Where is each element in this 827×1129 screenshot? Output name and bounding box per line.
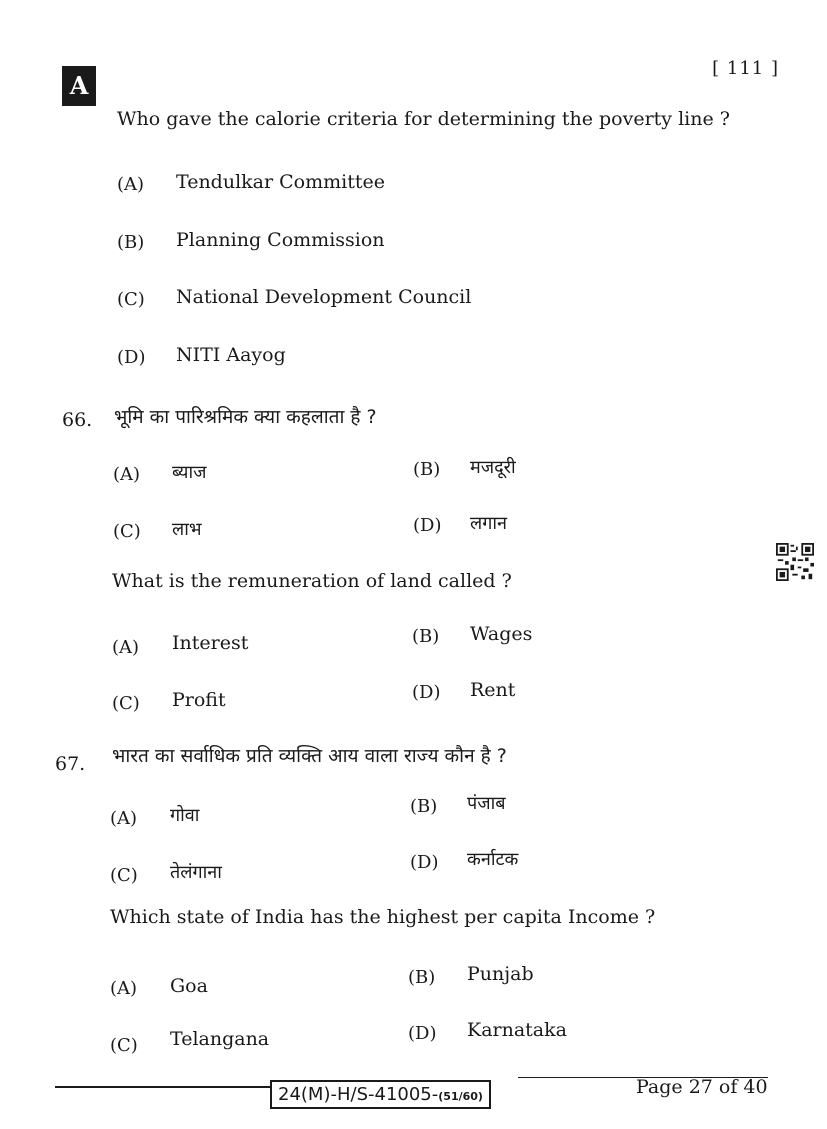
option-text: तेलंगाना	[170, 862, 222, 883]
question-66-english: What is the remuneration of land called ?	[112, 570, 512, 592]
option-text: National Development Council	[176, 286, 472, 308]
question-67-hindi: भारत का सर्वाधिक प्रति व्यक्ति आय वाला राज्य कौन है ?	[112, 745, 507, 767]
paper-code-suffix: (51/60)	[438, 1090, 483, 1103]
option-text: लाभ	[172, 519, 202, 540]
option-text: Profit	[172, 689, 226, 711]
option-text: गोवा	[170, 805, 200, 826]
question-66-hindi: भूमि का पारिश्रमिक क्या कहलाता है ?	[114, 406, 377, 428]
option-label: (A)	[110, 978, 138, 999]
page-code: [ 111 ]	[712, 58, 779, 79]
option-label: (C)	[110, 1035, 138, 1056]
page-number: Page 27 of 40	[636, 1076, 768, 1098]
question-number: 66.	[62, 409, 93, 431]
option-text: कर्नाटक	[467, 849, 519, 870]
option-text: Planning Commission	[176, 229, 385, 251]
option-label: (D)	[117, 347, 146, 368]
qr-code	[776, 543, 814, 581]
option-text: Goa	[170, 975, 208, 997]
option-label: (B)	[412, 626, 440, 647]
option-text: Interest	[172, 632, 249, 654]
option-label: (B)	[408, 967, 436, 988]
option-label: (C)	[113, 521, 141, 542]
option-label: (A)	[117, 174, 145, 195]
option-label: (C)	[110, 865, 138, 886]
option-text: मजदूरी	[470, 457, 516, 478]
option-label: (D)	[412, 682, 441, 703]
option-label: (C)	[112, 693, 140, 714]
option-label: (A)	[112, 637, 140, 658]
option-text: Rent	[470, 679, 516, 701]
question-number: 67.	[55, 753, 86, 775]
option-text: ब्याज	[172, 462, 207, 483]
option-label: (A)	[113, 464, 141, 485]
option-text: Telangana	[170, 1028, 270, 1050]
option-label: (D)	[408, 1023, 437, 1044]
option-label: (B)	[410, 796, 438, 817]
option-label: (A)	[110, 808, 138, 829]
option-label: (C)	[117, 289, 145, 310]
option-text: Wages	[470, 623, 533, 645]
series-badge: A	[62, 66, 96, 106]
option-text: पंजाब	[467, 793, 506, 814]
option-text: Tendulkar Committee	[176, 171, 385, 193]
option-label: (D)	[413, 515, 442, 536]
option-text: NITI Aayog	[176, 344, 286, 366]
paper-code	[270, 1080, 491, 1109]
option-text: Karnataka	[467, 1019, 567, 1041]
option-label: (B)	[413, 459, 441, 480]
option-text: लगान	[470, 513, 507, 534]
option-label: (D)	[410, 852, 439, 873]
footer-rule-left	[55, 1086, 270, 1088]
question-67-english: Which state of India has the highest per capita Income ?	[110, 906, 656, 928]
option-label: (B)	[117, 232, 145, 253]
paper-code-text: 24(M)-H/S-41005-	[278, 1084, 439, 1105]
option-text: Punjab	[467, 963, 534, 985]
question-65-english: Who gave the calorie criteria for determining the poverty line ?	[117, 108, 730, 130]
